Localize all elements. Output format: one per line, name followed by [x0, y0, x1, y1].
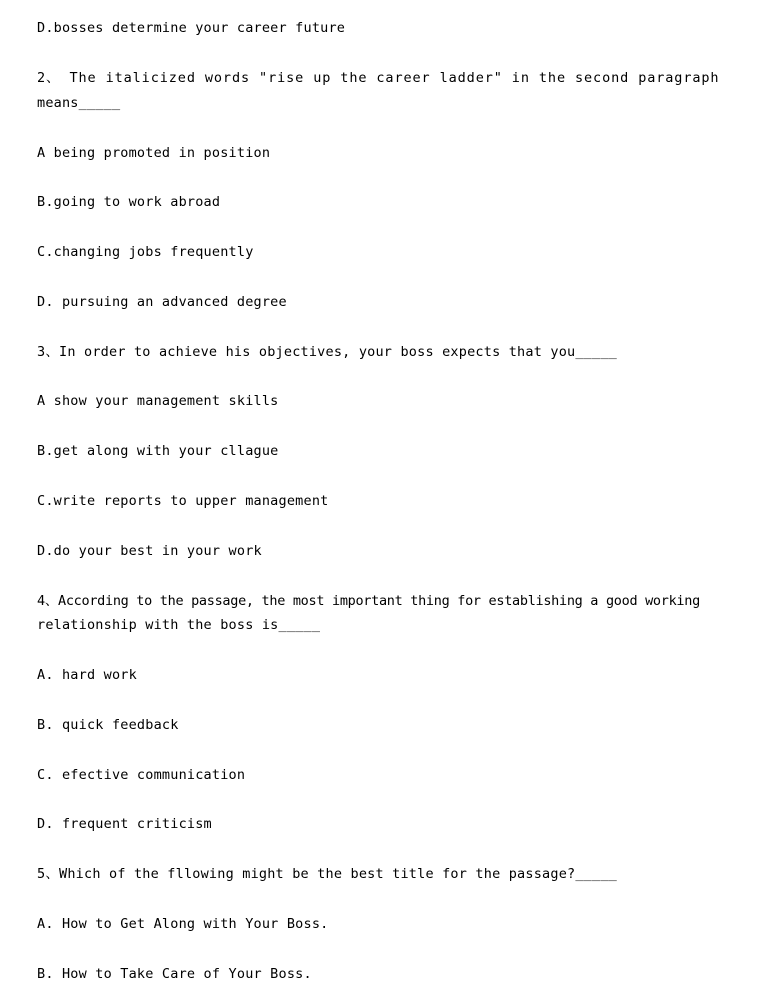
- q4-option-c: C. efective communication: [37, 767, 246, 783]
- q4-option-b: B. quick feedback: [37, 717, 179, 733]
- q5-option-a: A. How to Get Along with Your Boss.: [37, 916, 329, 932]
- q2-stem-line1: 2、 The italicized words "rise up the career ladder" in the second paragraph: [37, 70, 720, 86]
- q5-stem: 5、Which of the fllowing might be the best title for the passage?_____: [37, 866, 617, 882]
- q4-stem-line2: relationship with the boss is_____: [37, 617, 321, 633]
- q2-stem-line2: means_____: [37, 95, 121, 111]
- q2-option-a: A being promoted in position: [37, 145, 271, 161]
- q3-option-b: B.get along with your cllague: [37, 443, 279, 459]
- q3-option-c: C.write reports to upper management: [37, 493, 329, 509]
- q2-option-d: D. pursuing an advanced degree: [37, 294, 287, 310]
- q1-option-d: D.bosses determine your career future: [37, 20, 346, 36]
- q4-option-d: D. frequent criticism: [37, 816, 212, 832]
- q3-option-d: D.do your best in your work: [37, 543, 262, 559]
- q3-option-a: A show your management skills: [37, 393, 279, 409]
- q4-stem-line1: 4、According to the passage, the most important thing for establishing a good working: [37, 593, 700, 609]
- q3-stem: 3、In order to achieve his objectives, your boss expects that you_____: [37, 344, 617, 360]
- q5-option-b: B. How to Take Care of Your Boss.: [37, 966, 312, 982]
- q2-option-c: C.changing jobs frequently: [37, 244, 254, 260]
- q4-option-a: A. hard work: [37, 667, 137, 683]
- q2-option-b: B.going to work abroad: [37, 194, 221, 210]
